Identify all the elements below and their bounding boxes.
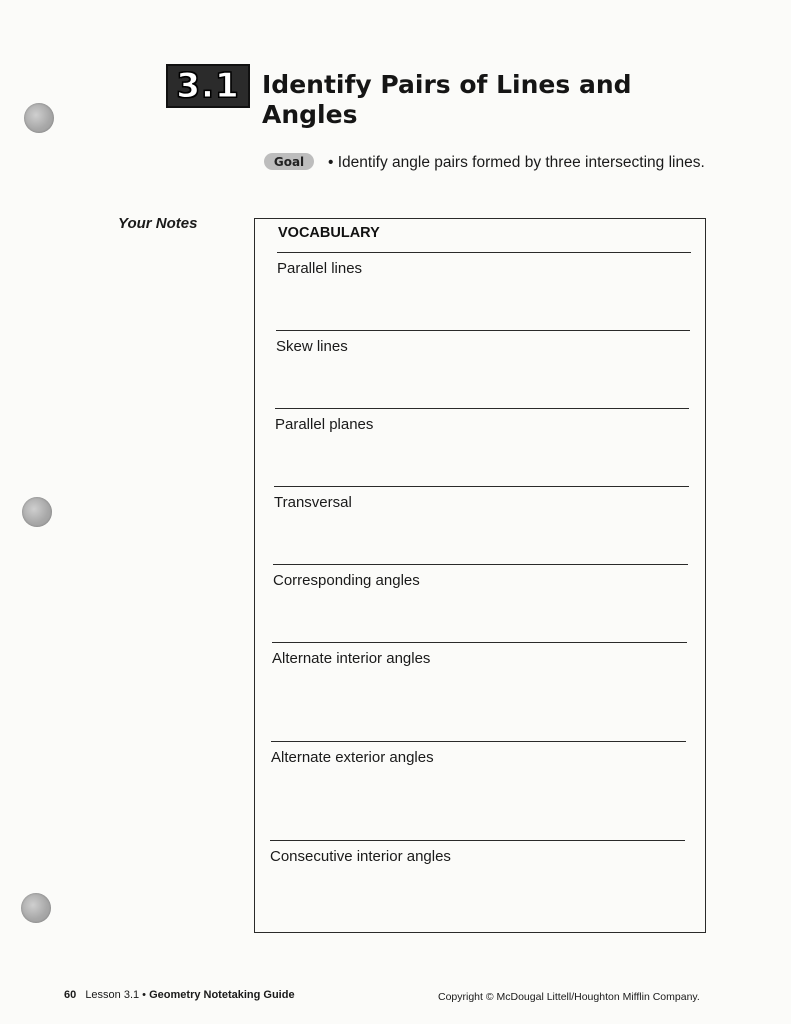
lesson-number: 3.1 (176, 66, 240, 106)
punch-hole (24, 103, 54, 133)
copyright-notice: Copyright © McDougal Littell/Houghton Mifflin Company. (438, 991, 700, 1003)
divider-line (270, 840, 685, 841)
divider-line (274, 486, 689, 487)
divider-line (276, 330, 690, 331)
divider-line (275, 408, 689, 409)
punch-hole (21, 893, 51, 923)
divider-line (272, 642, 687, 643)
footer-guide-title: Geometry Notetaking Guide (149, 989, 295, 1001)
goal-badge: Goal (264, 153, 314, 170)
vocab-term: Parallel lines (277, 260, 363, 277)
vocab-term: Alternate exterior angles (271, 749, 434, 766)
vocabulary-heading: VOCABULARY (278, 225, 380, 241)
vocab-term: Corresponding angles (273, 572, 420, 589)
page-footer-left (64, 989, 295, 1001)
lesson-number-badge (166, 64, 250, 108)
vocab-term: Skew lines (276, 338, 348, 355)
divider-line (273, 564, 688, 565)
divider-line (271, 741, 686, 742)
vocab-term: Alternate interior angles (272, 650, 431, 667)
punch-hole (22, 497, 52, 527)
page-title: Identify Pairs of Lines and Angles (262, 70, 632, 129)
goal-text: • Identify angle pairs formed by three intersecting lines. (328, 154, 705, 171)
vocab-term: Transversal (274, 494, 352, 511)
page-number: 60 (64, 989, 77, 1001)
vocab-term: Parallel planes (275, 416, 374, 433)
vocab-term: Consecutive interior angles (270, 848, 451, 865)
footer-lesson: Lesson 3.1 • (85, 989, 147, 1001)
your-notes-label: Your Notes (118, 215, 198, 232)
divider-line (277, 252, 691, 253)
